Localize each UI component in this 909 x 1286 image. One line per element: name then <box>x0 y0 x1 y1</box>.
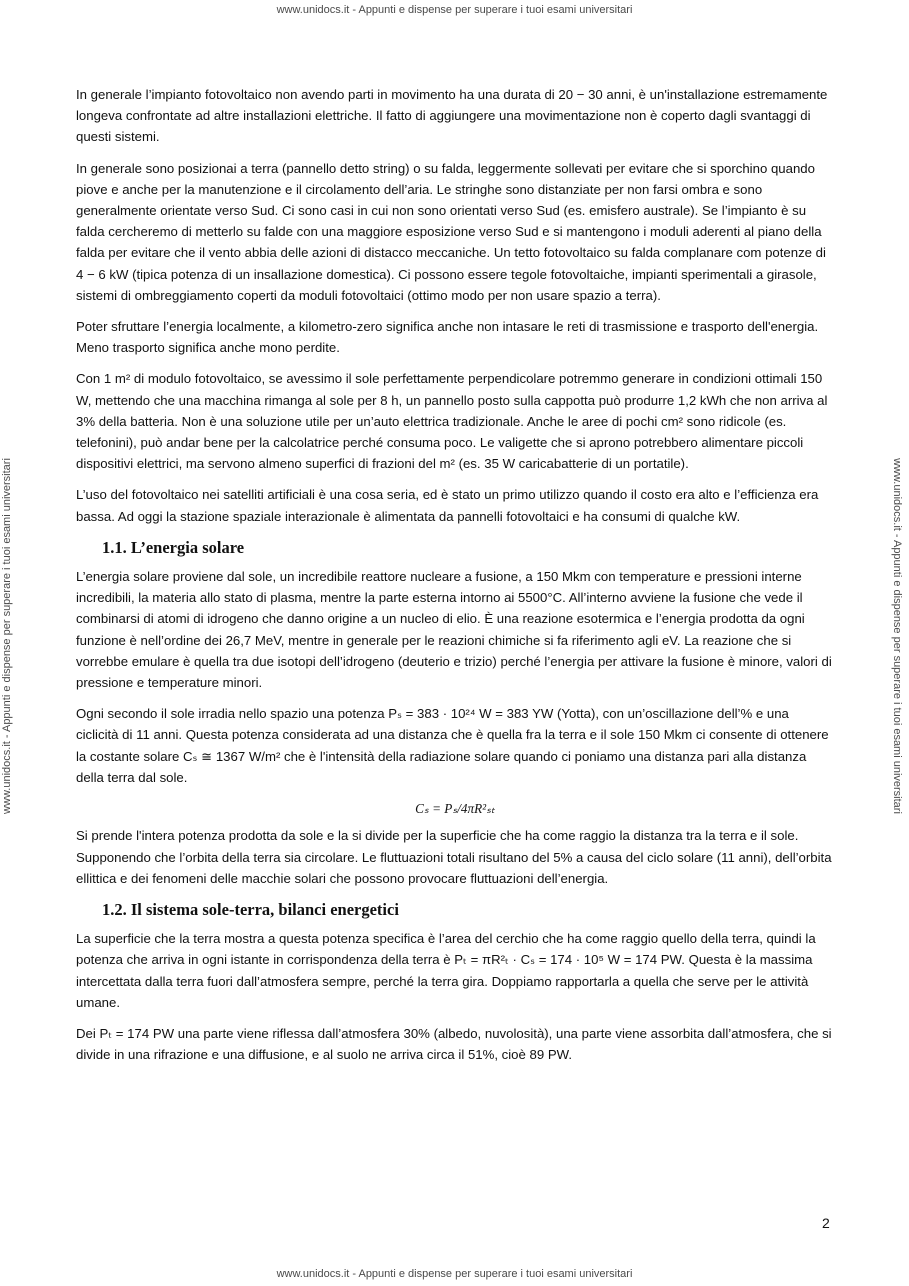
paragraph: Con 1 m² di modulo fotovoltaico, se avessimo il sole perfettamente perpendicolare potremmo generare in condizioni ottimali 150 W, mettendo che una macchina rimanga al sole per 8 h, un pannello posto sulla cappotta può produrre 1,2 kWh che non arriva al 3% della batteria. Non è una soluzione utile per un’auto elettrica tradizionale. Anche le aree di pochi cm² sono ridicole (es. telefonini), può andar bene per la calcolatrice perché consuma poco. Le valigette che si aprono potrebbero alimentare piccoli dispositivi elettrici, ma servono almeno superfici di frazioni del m² (es. 35 W caricabatterie di un portatile). <box>76 371 828 472</box>
paragraph: Dei Pₜ = 174 PW una parte viene riflessa dall’atmosfera 30% (albedo, nuvolosità), una parte viene assorbita dall’atmosfera, che si divide in una rifrazione e una diffusione, e al suolo ne arriva circa il 51%, cioè 89 PW. <box>76 1025 832 1063</box>
footer-watermark[interactable]: www.unidocs.it - Appunti e dispense per superare i tuoi esami universitari <box>276 1268 633 1280</box>
left-watermark: www.unidocs.it - Appunti e dispense per superare i tuoi esami universitari <box>1 458 13 814</box>
paragraph: La superficie che la terra mostra a questa potenza specifica è l’area del cerchio che ha come raggio quello della terra, quindi la potenza che arriva in ogni istante in corrispondenza della terra è Pₜ = πR²ₜ · Cₛ = 174 · 10⁵ W = 174 PW. Questa è la massima intercettata dalla terra fuori dall’atmosfera sempre, perché la terra gira. Doppiamo rapportarla a quella che serve per le attività umane. <box>76 931 816 1010</box>
header-watermark[interactable]: www.unidocs.it - Appunti e dispense per superare i tuoi esami universitari <box>276 4 633 16</box>
paragraph: Ogni secondo il sole irradia nello spazio una potenza Pₛ = 383 · 10²⁴ W = 383 YW (Yotta), con un’oscillazione dell’% e una ciclicità di 11 anni. Questa potenza considerata ad una distanza che è quella fra la terra e il sole 150 Mkm ci consente di ottenere la costante solare Cₛ ≅ 1367 W/m² che è l'intensità della radiazione solare quando ci poniamo una distanza pari alla distanza della terra dal sole. <box>76 706 829 785</box>
paragraph: In generale sono posizionai a terra (pannello detto string) o su falda, leggermente sollevati per evitare che si sporchino quando piove e anche per la manutenzione e il circolamento dell’aria. Le stringhe sono distanziate per non farsi ombra e sono generalmente orientate verso Sud. Ci sono casi in cui non sono orientati verso Sud (es. emisfero australe). Se l’impianto è su falda cercheremo di metterlo su falde con una maggiore esposizione verso Sud e si mantengono i moduli aderenti al piano della falda per evitare che il vento abbia delle azioni di distacco meccaniche. Un tetto fotovoltaico su falda complanare com potenze di 4 − 6 kW (tipica potenza di un insallazione domestica). Ci possono essere tegole fotovoltaiche, impianti sperimentali a girasole, sistemi di ombreggiamento coperti da moduli fotovoltaici (ottimo modo per non usare spazio a terra). <box>76 160 826 303</box>
right-watermark: www.unidocs.it - Appunti e dispense per superare i tuoi esami universitari <box>891 458 903 814</box>
section-heading: 1.2. Il sistema sole-terra, bilanci energetici <box>102 899 399 919</box>
paragraph: L’energia solare proviene dal sole, un incredibile reattore nucleare a fusione, a 150 Mkm con temperature e pressioni interne incredibili, la materia allo stato di plasma, mentre la parte esterna intorno ai 5500°C. All’interno avviene la fusione che vede il combinarsi di atomi di idrogeno che danno origine a un nucleo di elio. È una reazione esotermica e l’energia prodotta da ogni funzione è nell’ordine dei 26,7 MeV, mentre in generale per le reazioni chimiche si fa riferimento agli eV. La reazione che si vorrebbe emulare è quella tra due isotopi dell’idrogeno (deuterio e trizio) perché l’energia per attivare la fusione è minore, valori di pressione e temperature minori. <box>76 569 832 691</box>
paragraph: L’uso del fotovoltaico nei satelliti artificiali è una cosa seria, ed è stato un primo utilizzo quando il costo era alto e l’efficienza era bassa. Ad oggi la stazione spaziale interazionale è alimentata da pannelli fotovoltaici e ha consumi di qualche kW. <box>76 487 819 524</box>
paragraph: In generale l’impianto fotovoltaico non avendo parti in movimento ha una durata di 20 − 30 anni, è un'installazione estremamente longeva confrontate ad altre installazioni elettriche. Il fatto di aggiungere una movimentazione non è coperto dagli svantaggi di questi sistemi. <box>76 87 828 145</box>
paragraph: Si prende l'intera potenza prodotta da sole e la si divide per la superficie che ha come raggio la distanza tra la terra e il sole. Supponendo che l’orbita della terra sia circolare. Le fluttuazioni totali risultano del 5% a causa del ciclo solare (11 anni), dell’orbita ellittica e dei fenomeni delle macchie solari che possono provocare fluttuazioni dell’energia. <box>76 828 832 886</box>
section-heading: 1.1. L’energia solare <box>102 537 245 557</box>
solar-constant-formula: Cₛ = Pₛ/4πR²ₛₜ <box>415 801 495 817</box>
paragraph: Poter sfruttare l’energia localmente, a kilometro-zero significa anche non intasare le reti di trasmissione e trasporto dell'energia. Meno trasporto significa anche mono perdite. <box>76 319 819 356</box>
page-number: 2 <box>822 1215 830 1231</box>
document-body <box>76 84 834 1075</box>
